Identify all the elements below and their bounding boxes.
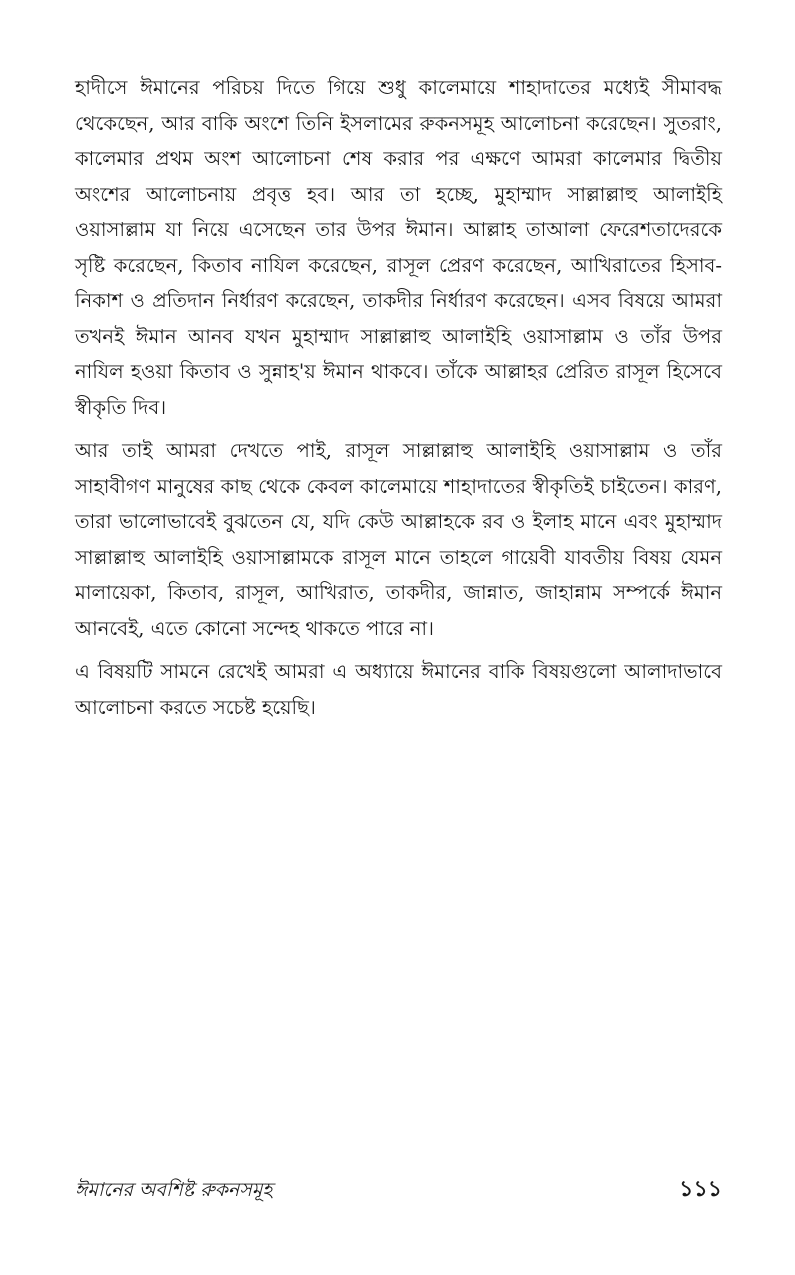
paragraph-1: হাদীসে ঈমানের পরিচয় দিতে গিয়ে শুধু কালেমায়ে শাহাদাতের মধ্যেই সীমাবদ্ধ থেকেছেন, আর বাকি অংশে তিনি ইসলামের রুকনসমূহ আলোচনা করেছেন। সুতরাং, কালেমার প্রথম অংশ আলোচনা শেষ করার পর এক্ষণে আমরা কালেমার দ্বিতীয় অংশের আলোচনায় প্রবৃত্ত হব। আর তা হচ্ছে, মুহাম্মাদ সাল্লাল্লাহু আলাইহি ওয়াসাল্লাম যা নিয়ে এসেছেন তার উপর ঈমান। আল্লাহ তাআলা ফেরেশতাদেরকে সৃষ্টি করেছেন, কিতাব নাযিল করেছেন, রাসূল প্রেরণ করেছেন, আখিরাতের হিসাব-নিকাশ ও প্রতিদান নির্ধারণ করেছেন, তাকদীর নির্ধারণ করেছেন। এসব বিষয়ে আমরা তখনই ঈমান আনব যখন মুহাম্মাদ সাল্লাল্লাহু আলাইহি ওয়াসাল্লাম ও তাঁর উপর নাযিল হওয়া কিতাব ও সুন্নাহ'য় ঈমান থাকবে। তাঁকে আল্লাহর প্রেরিত রাসূল হিসেবে স্বীকৃতি দিব। [75,76,722,419]
page-footer [75,1172,722,1209]
page-body [75,70,722,733]
running-footer-title: ঈমানের অবশিষ্ট রুকনসমূহ [75,1179,273,1201]
paragraph-3: এ বিষয়টি সামনে রেখেই আমরা এ অধ্যায়ে ঈমানের বাকি বিষয়গুলো আলাদাভাবে আলোচনা করতে সচেষ্ট হয়েছি। [75,660,722,719]
page-number: ১১১ [679,1176,722,1202]
paragraph-2: আর তাই আমরা দেখতে পাই, রাসূল সাল্লাল্লাহু আলাইহি ওয়াসাল্লাম ও তাঁর সাহাবীগণ মানুষের কাছ থেকে কেবল কালেমায়ে শাহাদাতের স্বীকৃতিই চাইতেন। কারণ, তারা ভালোভাবেই বুঝতেন যে, যদি কেউ আল্লাহকে রব ও ইলাহ মানে এবং মুহাম্মাদ সাল্লাল্লাহু আলাইহি ওয়াসাল্লামকে রাসূল মানে তাহলে গায়েবী যাবতীয় বিষয় যেমন মালায়েকা, কিতাব, রাসূল, আখিরাত, তাকদীর, জান্নাত, জাহান্নাম সম্পর্কে ঈমান আনবেই, এতে কোনো সন্দেহ থাকতে পারে না। [75,439,722,640]
